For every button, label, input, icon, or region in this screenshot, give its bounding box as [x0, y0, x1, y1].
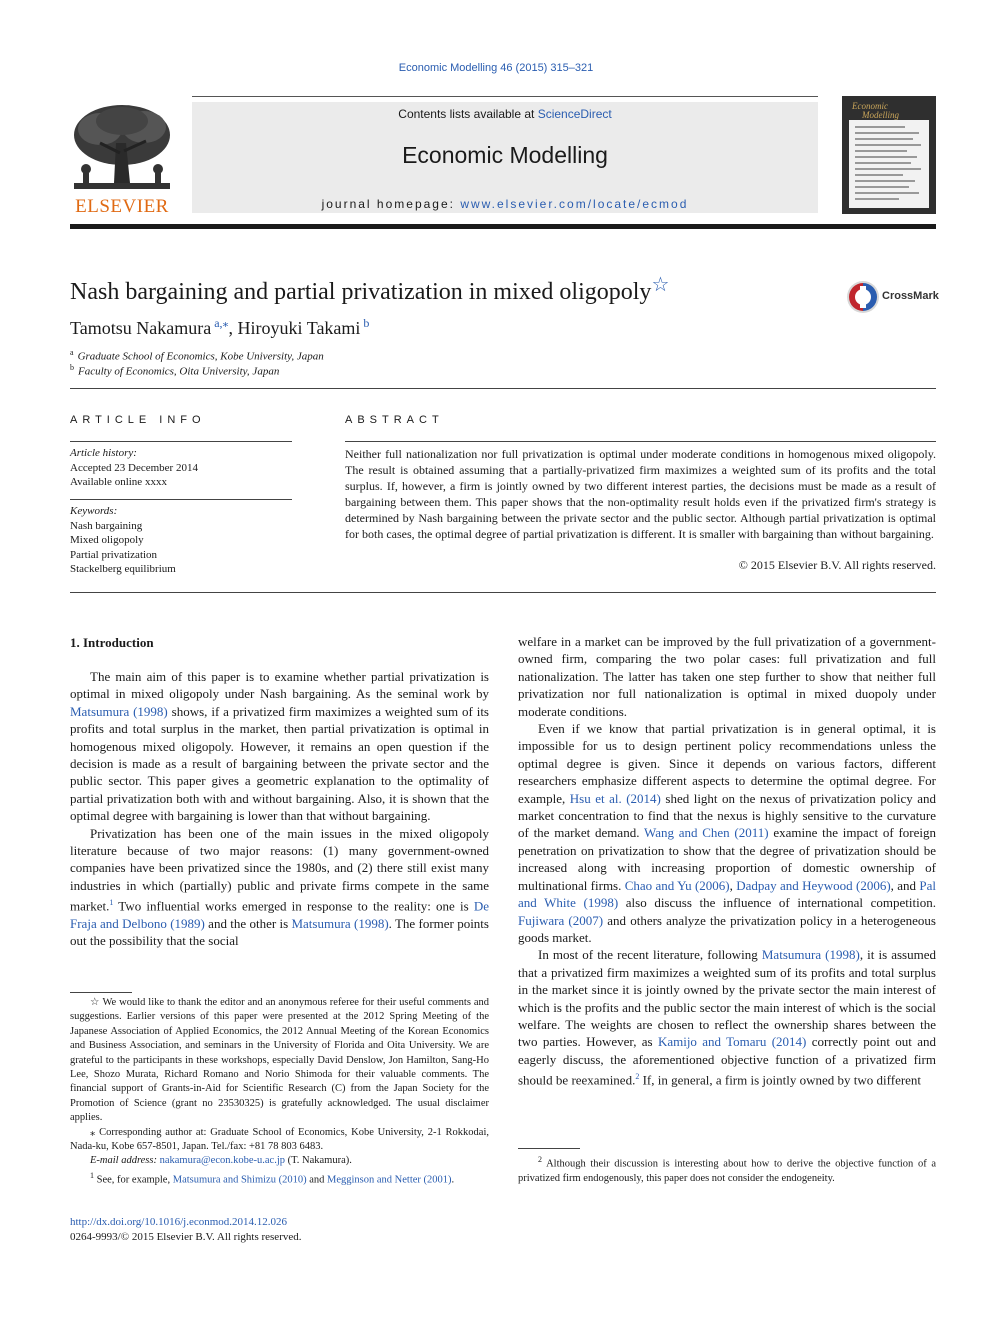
homepage-prefix: journal homepage: [321, 197, 461, 211]
keyword: Nash bargaining [70, 519, 143, 532]
abstract-bottom-rule [70, 592, 936, 593]
article-info-heading: ARTICLE INFO [70, 414, 206, 426]
paragraph-text: correctly point out and eagerly discuss, the aforementioned objective function of a privatized firm should be reexamined. [518, 1034, 936, 1088]
footnote-star-icon: ☆ [90, 997, 100, 1008]
crossmark-label: CrossMark [882, 290, 939, 302]
keywords-rule [70, 499, 292, 500]
footnotes-left [70, 996, 489, 1188]
issn-line: 0264-9993/© 2015 Elsevier B.V. All rights reserved. [70, 1231, 302, 1243]
cover-text-lines-icon [849, 120, 929, 208]
affiliation-b [70, 363, 279, 378]
author-separator: , [228, 318, 238, 338]
footnote-text: (T. Nakamura). [285, 1155, 352, 1167]
paragraph-text: and others analyze the privatization policy in a heterogeneous goods market. [518, 912, 936, 945]
left-column [70, 668, 489, 950]
abstract-rule [345, 441, 936, 442]
paragraph-text: The main aim of this paper is to examine whether partial privatization is optimal in mixed oligopoly under Nash bargaining. As the seminal work by [70, 669, 489, 702]
footnote-2 [518, 1153, 936, 1186]
banner-top-rule [192, 96, 818, 97]
page-footer [70, 1215, 302, 1245]
header-thick-rule [70, 224, 936, 229]
article-title-text: Nash bargaining and partial privatization in mixed oligopoly [70, 279, 652, 305]
citation-link[interactable]: Chao and Yu (2006) [624, 877, 730, 893]
section-heading-introduction: 1. Introduction [70, 635, 154, 650]
elsevier-wordmark: ELSEVIER [75, 196, 169, 217]
paragraph-text: Even if we know that partial privatization is in general optimal, it is impossible for us to design pertinent policy recommendations unless the optimal degree is given. Since it depends on various factors, different researchers emphasize different aspects to determine the optimal degree. For example, [518, 721, 936, 806]
journal-name: Economic Modelling [402, 142, 608, 168]
online-date: Available online xxxx [70, 476, 167, 488]
paragraph-text: Two influential works emerged in response to the reality: one is [113, 898, 474, 914]
footnote-email [70, 1154, 489, 1168]
footnote-corresponding [70, 1126, 489, 1155]
footnote-ref[interactable]: 1 [109, 898, 114, 908]
journal-cover[interactable] [842, 96, 936, 214]
affiliation-text: Graduate School of Economics, Kobe University, Japan [77, 350, 324, 363]
abstract-text: Neither full nationalization nor full privatization is optimal under moderate conditions in homogenous mixed oligopoly. The result is obtained assuming that a partially-privatized firm maximizes a weighted sum of its profits and the total surplus. If, however, a firm is jointly owned by two different interest parties, the decisions must be made as a result of bargaining between them. This paper shows that the non-optimality result holds even if the privatized firm's strategy is determined by Nash bargaining between the private sector and the public sector. Although partial privatization is optimal for both cases, the optimal degree of partial privatization is different. It is smaller with bargaining than without bargaining. [345, 447, 936, 541]
contents-line [192, 107, 818, 121]
citation-link[interactable]: Matsumura (1998) [70, 703, 168, 719]
author-name: Hiroyuki Takami [237, 318, 361, 338]
citation-link[interactable]: Matsumura (1998) [291, 916, 389, 932]
paragraph [70, 825, 489, 950]
footnote-acknowledgement [70, 996, 489, 1126]
paragraph [518, 946, 936, 1089]
citation-link[interactable]: Fujiwara (2007) [518, 912, 604, 928]
doi-link[interactable]: http://dx.doi.org/10.1016/j.econmod.2014.12.026 [70, 1216, 288, 1228]
footnote-text: and [306, 1174, 328, 1186]
citation-link[interactable]: Hsu et al. (2014) [569, 790, 661, 806]
footnote-text: We would like to thank the editor and an anonymous referee for their useful comments and suggestions. Earlier versions of this paper were presented at the 2012 Spring Meeting of the Japanese Association of Applied Economics, the 2012 Annual Meeting of the Korean Economics and Business Association, and seminars in the University of Florida and Oita University. We are grateful to the participants in these workshops, especially David Denslow, Jon Hamilton, Sang-Ho Lee, Shozo Murata, Richard Romano and Norio Shimoda for their valuable comments. The financial support of Grants-in-Aid for Scientific Research (C) from the Japan Society for the Promotion of Science (grant no 23530325) is gratefully acknowledged. The usual disclaimer applies. [70, 997, 489, 1124]
keyword: Mixed oligopoly [70, 534, 144, 546]
homepage-line [192, 197, 818, 211]
paragraph [518, 720, 936, 946]
paragraph-text: examine the impact of foreign penetration on privatization to show that the degree of privatization should be increased along with increasing proportion of domestic ownership of multinational firms. [518, 825, 936, 893]
elsevier-tree-icon [70, 103, 174, 195]
crossmark-icon [846, 280, 880, 314]
paragraph-text: shows, if a privatized firm maximizes a weighted sum of its profits and total surplus in the market, then partial privatization is optimal in homogenous mixed oligopoly. However, it remains an open question if the decision is made as a result of bargaining between the private sector and the public sector. This paper gives a geometric explanation to the optimality of partial privatization both with and without bargaining. Also, it is shown that the optimal degree with bargaining is lower than that without bargaining. [70, 703, 489, 824]
paragraph-text: Privatization has been one of the main issues in the mixed oligopoly literature because of two major reasons: (1) many government-owned companies have been privatized since the 1980s, and (2) there still exist many industries in which (partially) public and private firms compete in the same market. [70, 825, 489, 914]
citation-link[interactable]: Pal and White (1998) [518, 877, 937, 911]
footnote-text: . [451, 1174, 455, 1186]
citation-link[interactable]: Matsumura (1998) [761, 947, 860, 963]
journal-citation[interactable]: Economic Modelling 46 (2015) 315–321 [398, 62, 594, 74]
keywords-block [70, 504, 176, 577]
footnote-right [518, 1153, 936, 1186]
homepage-link[interactable]: www.elsevier.com/locate/ecmod [460, 197, 689, 211]
paragraph-text: shed light on the nexus of privatization policy and market concentration to find that the nexus is highly sensitive to the curvature of the market demand. [518, 790, 936, 841]
keyword: Partial privatization [70, 548, 158, 561]
affiliation-mark: b [70, 363, 74, 372]
citation-link[interactable]: Matsumura and Shimizu (2010) [172, 1174, 307, 1186]
footnote-1 [70, 1169, 489, 1188]
author-affiliation-mark[interactable]: b [363, 316, 370, 330]
footnote-mark: ⁎ [90, 1126, 96, 1138]
article-info-rule [70, 441, 292, 442]
author-list [70, 316, 369, 339]
paragraph-text: , [729, 877, 737, 893]
abstract-heading: ABSTRACT [345, 414, 444, 426]
affiliation-mark: a [70, 348, 74, 357]
email-label: E-mail address: [90, 1155, 160, 1167]
keywords-label: Keywords: [70, 505, 118, 517]
author-name: Tamotsu Nakamura [70, 318, 212, 338]
footnote-text: Corresponding author at: Graduate School of Economics, Kobe University, 2-1 Rokkodai, Nada-ku, Kobe 657-8501, Japan. Tel./fax: +81 78 803 6483. [70, 1126, 489, 1153]
footnote-text: Although their discussion is interesting about how to derive the objective function of a privatized firm endogenously, this paper does not consider the endogeneity. [518, 1158, 937, 1184]
citation-link[interactable]: Megginson and Netter (2001) [327, 1174, 452, 1186]
right-column [518, 633, 936, 1089]
affiliation-text: Faculty of Economics, Oita University, Japan [78, 365, 280, 378]
paragraph-text: also discuss the influence of international competition. [618, 895, 936, 911]
citation-link[interactable]: De Fraja and Delbono (1989) [70, 898, 489, 932]
title-footnote-star-icon[interactable]: ☆ [651, 274, 670, 296]
keyword: Stackelberg equilibrium [70, 563, 176, 575]
footnote-rule [518, 1148, 580, 1149]
paragraph-text: If, in general, a firm is jointly owned by two different [639, 1072, 922, 1088]
affiliation-rule [70, 388, 936, 389]
author-affiliation-mark[interactable]: a,⁎ [214, 316, 229, 330]
paragraph-text: . The former points out the possibility that the social [70, 916, 489, 949]
citation-link[interactable]: Dadpay and Heywood (2006) [736, 877, 891, 893]
accepted-date: Accepted 23 December 2014 [70, 461, 198, 474]
crossmark-badge[interactable] [846, 280, 939, 314]
email-link[interactable]: nakamura@econ.kobe-u.ac.jp [159, 1155, 286, 1167]
footnote-mark: 1 [90, 1170, 94, 1180]
article-history [70, 446, 198, 490]
abstract-copyright: © 2015 Elsevier B.V. All rights reserved. [738, 558, 936, 572]
article-title [70, 272, 669, 306]
cover-title-line1: Economic [852, 101, 888, 111]
paragraph [70, 668, 489, 825]
paragraph: welfare in a market can be improved by the full privatization of a government-owned firm, comparing the two polar cases: full privatization and full nationalization. The latter has taken one step further to show that neither full privatization nor full nationalization is optimal in mixed duopoly under moderate conditions. [518, 634, 936, 719]
cover-contents-page [849, 120, 929, 208]
contents-prefix: Contents lists available at [398, 107, 538, 121]
paragraph-text: , it is assumed that a privatized firm maximizes a weighted sum of its profits and total surplus in the market since it is jointly owned by the private sector the main interest of which is the profits and the public sector the main interest of which is the social welfare. The weights are chosen to reflect the ownership shares between the two parties. However, as [518, 947, 936, 1050]
paragraph-text: , and [890, 877, 920, 893]
footnote-ref[interactable]: 2 [635, 1072, 640, 1082]
journal-banner [192, 102, 818, 213]
paragraph-text: In most of the recent literature, following [538, 947, 762, 963]
sciencedirect-link[interactable]: ScienceDirect [537, 107, 612, 121]
paragraph-text: and the other is [204, 916, 292, 932]
cover-title-line2: Modelling [862, 110, 899, 120]
history-label: Article history: [70, 447, 137, 459]
footnote-text: See, for example, [96, 1174, 173, 1186]
footnote-mark: 2 [538, 1155, 542, 1164]
footnote-rule [70, 992, 132, 993]
cover-title [852, 102, 930, 120]
affiliation-a [70, 348, 324, 363]
citation-link[interactable]: Wang and Chen (2011) [643, 825, 769, 841]
citation-link[interactable]: Kamijo and Tomaru (2014) [657, 1034, 807, 1050]
